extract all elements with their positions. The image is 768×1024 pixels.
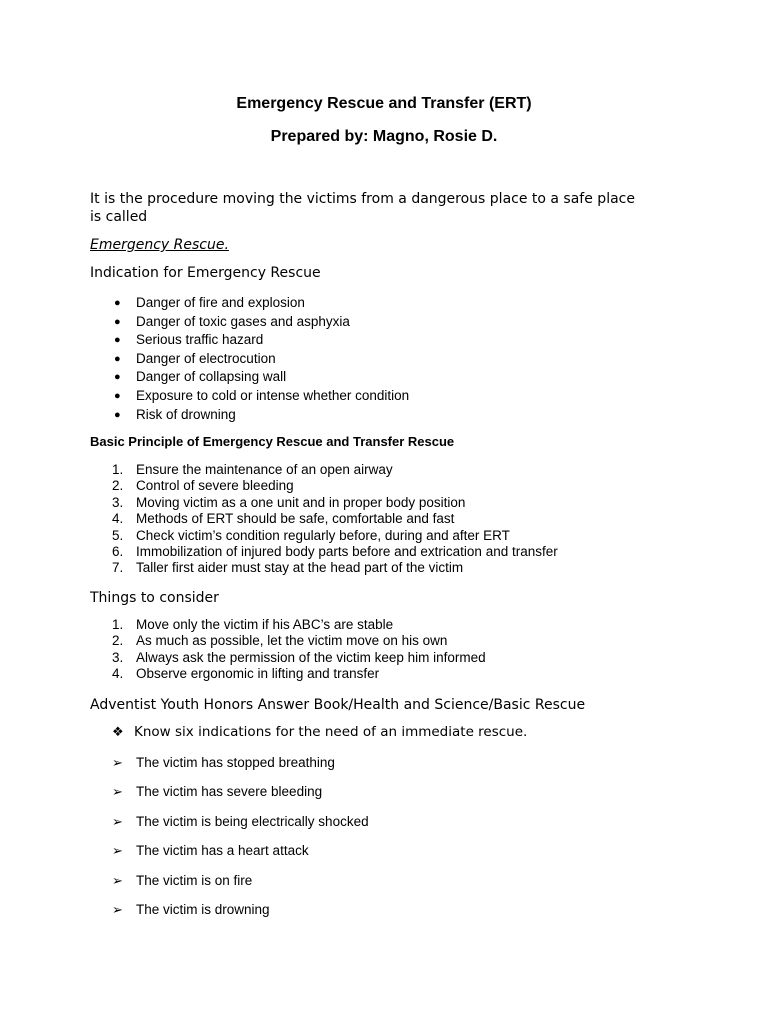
list-item: ● Danger of toxic gases and asphyxia [112,313,409,332]
indication-list [112,294,409,424]
source-heading: Adventist Youth Honors Answer Book/Health and Science/Basic Rescue [90,697,586,713]
arrow-bullet-icon: ➢ [112,901,123,917]
list-item: 1. Ensure the maintenance of an open airway [112,462,393,477]
principle-heading: Basic Principle of Emergency Rescue and Transfer Rescue [90,434,455,449]
list-item: 3. Moving victim as a one unit and in proper body position [112,494,466,510]
bullet-icon: ● [114,334,121,347]
list-item: 4. Methods of ERT should be safe, comfortable and fast [112,511,455,527]
list-item: ● Danger of fire and explosion [112,294,409,313]
list-item: ➢ The victim has stopped breathing [112,755,335,770]
list-item: ➢ The victim is drowning [112,901,270,917]
bullet-icon: ● [114,297,121,309]
diamond-bullet-icon: ❖ [112,725,124,740]
list-item: 6. Immobilization of injured body parts before and extrication and transfer [112,543,558,559]
know-item: ❖ Know six indications for the need of an immediate rescue. [112,724,528,740]
list-item: ● Exposure to cold or intense whether condition [112,387,409,406]
bullet-icon: ● [114,315,121,328]
list-item: 5. Check victim’s condition regularly before, during and after ERT [112,527,510,543]
bullet-icon: ● [114,371,121,384]
arrow-bullet-icon: ➢ [112,843,123,859]
list-item: ● Danger of electrocution [112,350,409,369]
principle-list [112,462,558,577]
bullet-icon: ● [114,389,121,402]
list-item: ➢ The victim is on fire [112,872,253,888]
arrow-bullet-icon: ➢ [112,784,123,800]
list-item: ● Danger of collapsing wall [112,368,409,387]
arrow-bullet-icon: ➢ [112,872,123,888]
list-item: 4. Observe ergonomic in lifting and transfer [112,666,380,682]
list-item: ● Risk of drowning [112,406,409,425]
list-item: 2. As much as possible, let the victim move on his own [112,633,448,649]
list-item: ● Serious traffic hazard [112,331,409,350]
bullet-icon: ● [114,352,121,365]
document-title: Emergency Rescue and Transfer (ERT) [236,95,532,112]
intro-paragraph: It is the procedure moving the victims from a dangerous place to a safe place is called [90,191,635,225]
list-item: ➢ The victim has severe bleeding [112,784,323,800]
list-item: 3. Always ask the permission of the victim keep him informed [112,649,486,665]
list-item: ➢ The victim has a heart attack [112,843,309,859]
intro-term: Emergency Rescue. [90,237,229,253]
rescue-indication-list [112,754,369,930]
list-item: 7. Taller first aider must stay at the head part of the victim [112,560,464,576]
document-author: Prepared by: Magno, Rosie D. [270,128,498,145]
list-item: 2. Control of severe bleeding [112,478,294,494]
arrow-bullet-icon: ➢ [112,813,123,829]
bullet-icon: ● [114,408,121,421]
things-heading: Things to consider [90,590,219,606]
indication-heading: Indication for Emergency Rescue [90,265,321,281]
list-item: 1. Move only the victim if his ABC’s are stable [112,617,394,632]
list-item: ➢ The victim is being electrically shocked [112,813,369,829]
things-list [112,617,486,683]
arrow-bullet-icon: ➢ [112,755,123,770]
